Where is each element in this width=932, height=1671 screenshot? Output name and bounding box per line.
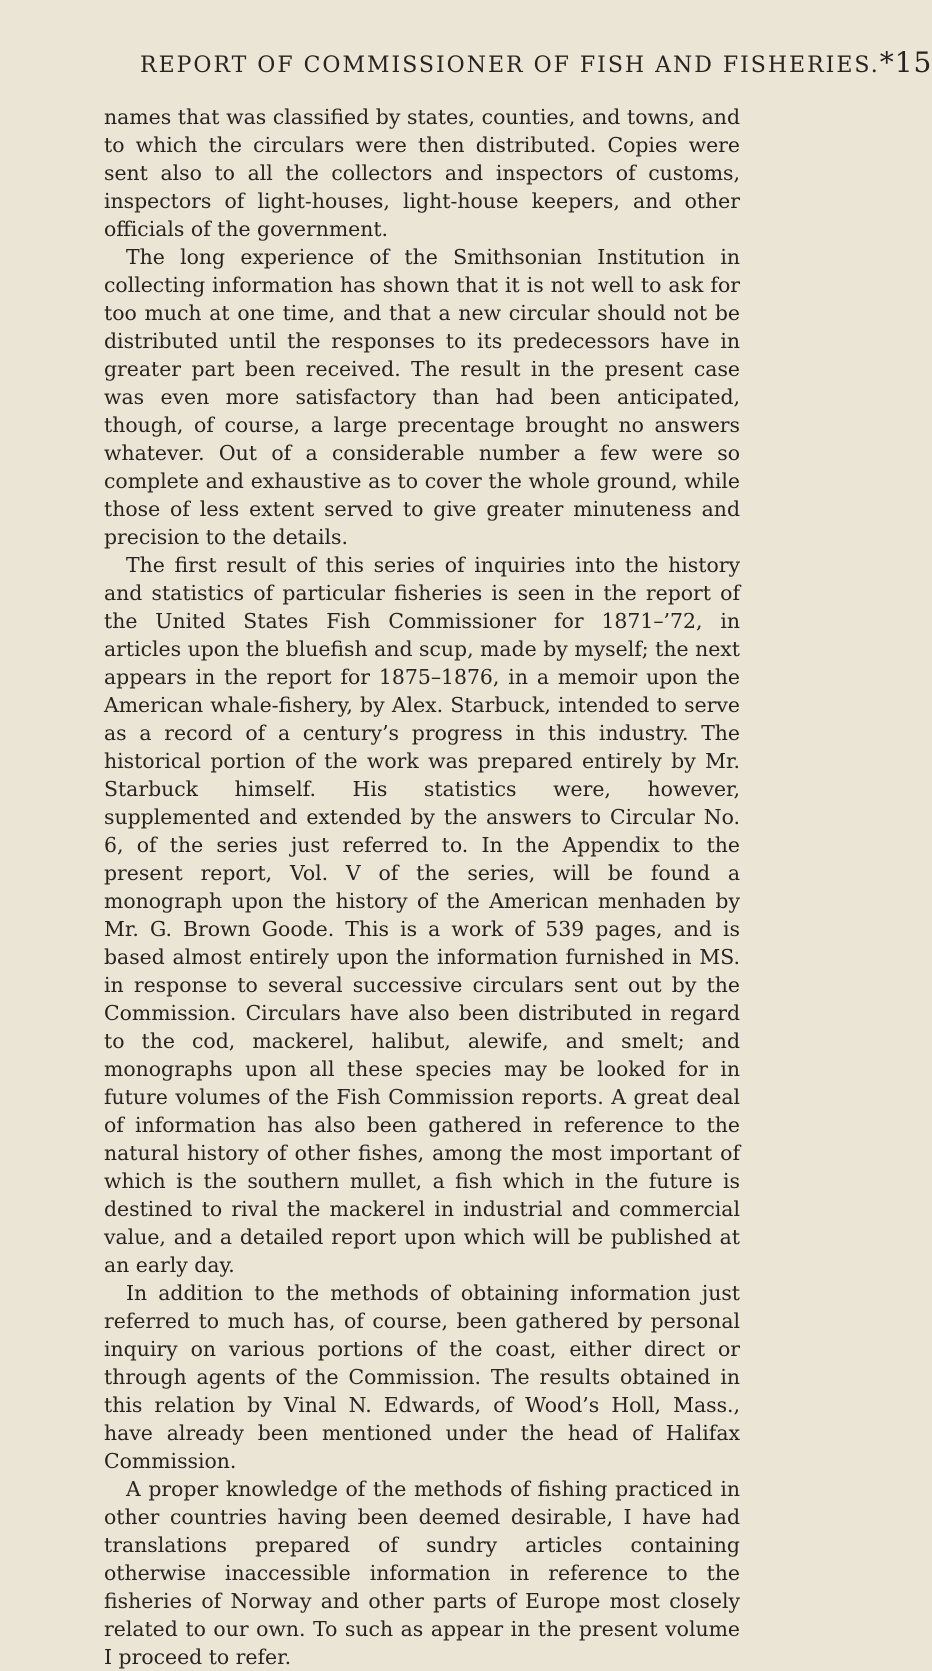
- paragraph: The long experience of the Smithsonian Institution in collecting information has shown that it is not well to ask for too much at one time, and that a new circular should not be distributed until the responses to its predecessors have in greater part been received. The result in the present case was even more satisfactory than had been anticipated, though, of course, a large precentage brought no answers whatever. Out of a considerable number a few were so complete and exhaustive as to cover the whole ground, while those of less extent served to give greater minuteness and precision to the details.: [104, 245, 740, 549]
- paragraph: In addition to the methods of obtaining information just referred to much has, of course, been gathered by personal inquiry on various portions of the coast, either direct or through agents of the Commission. The results obtained in this relation by Vinal N. Edwards, of Wood’s Holl, Mass., have already been mentioned under the head of Halifax Commission.: [104, 1281, 740, 1473]
- body-text: [104, 103, 740, 1671]
- running-head: [104, 46, 932, 79]
- paragraph: names that was classified by states, counties, and towns, and to which the circulars were then distributed. Copies were sent also to all the collectors and inspectors of customs, inspectors of light-houses, light-house keepers, and other officials of the government.: [104, 105, 740, 241]
- running-head-title: REPORT OF COMMISSIONER OF FISH AND FISHERIES.: [140, 53, 880, 78]
- paragraph: The first result of this series of inquiries into the history and statistics of particular fisheries is seen in the report of the United States Fish Commissioner for 1871–’72, in articles upon the bluefish and scup, made by myself; the next appears in the report for 1875–1876, in a memoir upon the American whale-fishery, by Alex. Starbuck, intended to serve as a record of a century’s progress in this industry. The historical portion of the work was prepared entirely by Mr. Starbuck himself. His statistics were, however, supplemented and extended by the answers to Circular No. 6, of the series just referred to. In the Appendix to the present report, Vol. V of the series, will be found a monograph upon the history of the American menhaden by Mr. G. Brown Goode. This is a work of 539 pages, and is based almost entirely upon the information furnished in MS. in response to several successive circulars sent out by the Commission. Circulars have also been distributed in regard to the cod, mackerel, halibut, alewife, and smelt; and monographs upon all these species may be looked for in future volumes of the Fish Commission reports. A great deal of information has also been gathered in reference to the natural history of other fishes, among the most important of which is the southern mullet, a fish which in the future is destined to rival the mackerel in industrial and commercial value, and a detailed report upon which will be published at an early day.: [104, 553, 740, 1277]
- page-number: *15: [879, 46, 932, 79]
- paragraph: A proper knowledge of the methods of fishing practiced in other countries having been deemed desirable, I have had translations prepared of sundry articles containing otherwise inaccessible information in reference to the fisheries of Norway and other parts of Europe most closely related to our own. To such as appear in the present volume I proceed to refer.: [104, 1477, 740, 1669]
